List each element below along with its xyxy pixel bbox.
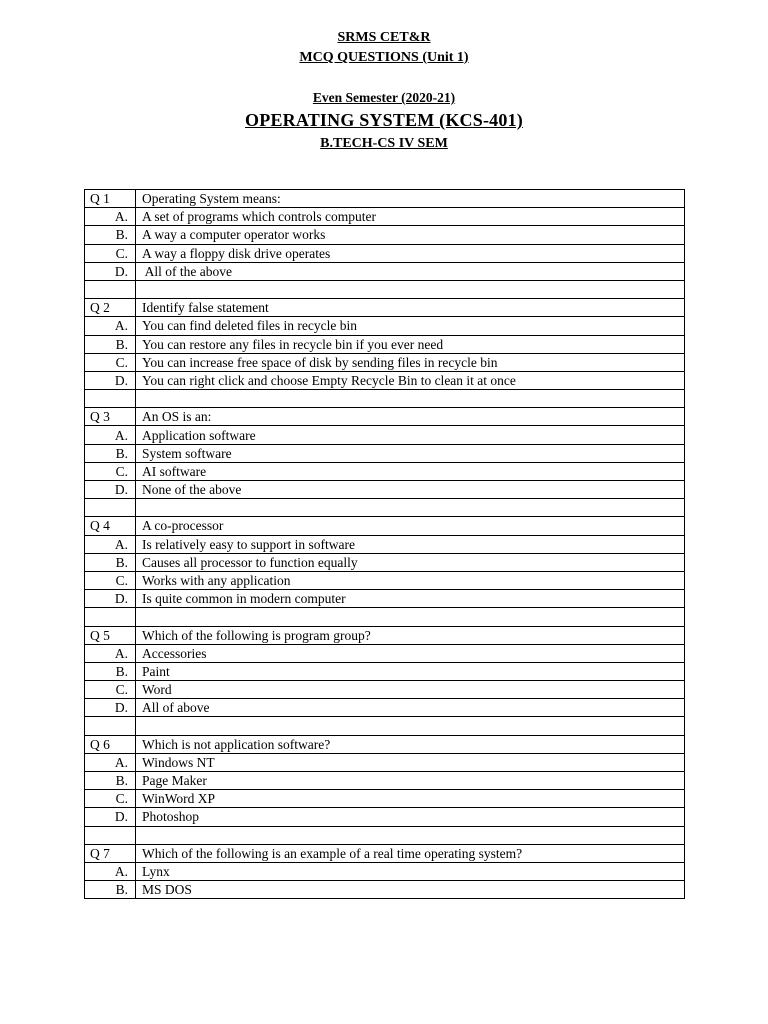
spacer-cell: [85, 717, 136, 735]
question-row: [85, 517, 685, 535]
option-letter: D.: [85, 481, 136, 499]
option-row: [85, 790, 685, 808]
question-row: [85, 844, 685, 862]
option-letter: D.: [85, 262, 136, 280]
option-text: Is relatively easy to support in software: [136, 535, 685, 553]
option-letter: B.: [85, 335, 136, 353]
option-letter: C.: [85, 790, 136, 808]
option-text: All of the above: [136, 262, 685, 280]
spacer-row: [85, 717, 685, 735]
question-number: Q 7: [85, 844, 136, 862]
option-row: [85, 553, 685, 571]
question-text: Operating System means:: [136, 190, 685, 208]
document-subtitle: MCQ QUESTIONS (Unit 1): [299, 50, 469, 65]
option-text: Photoshop: [136, 808, 685, 826]
spacer-cell: [136, 608, 685, 626]
spacer-row: [85, 608, 685, 626]
option-row: [85, 226, 685, 244]
option-text: All of above: [136, 699, 685, 717]
institute-name: SRMS CET&R: [337, 30, 431, 45]
spacer-cell: [136, 826, 685, 844]
option-text: You can find deleted files in recycle bin: [136, 317, 685, 335]
option-row: [85, 681, 685, 699]
spacer-cell: [136, 717, 685, 735]
option-letter: B.: [85, 444, 136, 462]
question-number: Q 2: [85, 299, 136, 317]
option-text: You can increase free space of disk by sending files in recycle bin: [136, 353, 685, 371]
option-text: A way a floppy disk drive operates: [136, 244, 685, 262]
spacer-cell: [136, 499, 685, 517]
option-letter: A.: [85, 535, 136, 553]
spacer-row: [85, 390, 685, 408]
question-row: [85, 626, 685, 644]
option-letter: D.: [85, 699, 136, 717]
option-row: [85, 590, 685, 608]
spacer-row: [85, 280, 685, 298]
spacer-cell: [85, 390, 136, 408]
option-letter: A.: [85, 644, 136, 662]
option-letter: A.: [85, 862, 136, 880]
option-text: System software: [136, 444, 685, 462]
question-number: Q 3: [85, 408, 136, 426]
option-letter: A.: [85, 317, 136, 335]
option-row: [85, 444, 685, 462]
option-row: [85, 535, 685, 553]
option-text: Windows NT: [136, 753, 685, 771]
mcq-table-body: [85, 190, 685, 899]
option-letter: D.: [85, 590, 136, 608]
semester-label: Even Semester (2020-21): [312, 90, 456, 105]
option-text: Works with any application: [136, 571, 685, 589]
option-text: Is quite common in modern computer: [136, 590, 685, 608]
spacer-row: [85, 499, 685, 517]
spacer-cell: [85, 280, 136, 298]
option-text: You can restore any files in recycle bin if you ever need: [136, 335, 685, 353]
option-letter: C.: [85, 571, 136, 589]
option-row: [85, 317, 685, 335]
option-text: None of the above: [136, 481, 685, 499]
question-number: Q 6: [85, 735, 136, 753]
question-row: [85, 299, 685, 317]
option-row: [85, 353, 685, 371]
option-letter: B.: [85, 662, 136, 680]
option-row: [85, 808, 685, 826]
option-text: A set of programs which controls computer: [136, 208, 685, 226]
question-row: [85, 190, 685, 208]
option-text: Word: [136, 681, 685, 699]
spacer-cell: [85, 826, 136, 844]
question-text: Which of the following is an example of a real time operating system?: [136, 844, 685, 862]
option-row: [85, 662, 685, 680]
option-row: [85, 881, 685, 899]
option-text: Accessories: [136, 644, 685, 662]
option-text: AI software: [136, 462, 685, 480]
option-text: MS DOS: [136, 881, 685, 899]
option-text: Lynx: [136, 862, 685, 880]
option-letter: C.: [85, 681, 136, 699]
option-row: [85, 644, 685, 662]
option-letter: D.: [85, 371, 136, 389]
option-letter: A.: [85, 753, 136, 771]
question-text: Which of the following is program group?: [136, 626, 685, 644]
option-text: Application software: [136, 426, 685, 444]
option-row: [85, 571, 685, 589]
option-row: [85, 753, 685, 771]
option-row: [85, 262, 685, 280]
subject-title: OPERATING SYSTEM (KCS-401): [245, 110, 523, 130]
option-row: [85, 699, 685, 717]
option-row: [85, 371, 685, 389]
option-row: [85, 862, 685, 880]
option-letter: C.: [85, 462, 136, 480]
option-letter: C.: [85, 353, 136, 371]
course-label: B.TECH-CS IV SEM: [320, 136, 448, 151]
question-number: Q 4: [85, 517, 136, 535]
option-row: [85, 426, 685, 444]
question-row: [85, 735, 685, 753]
option-row: [85, 772, 685, 790]
spacer-row: [85, 826, 685, 844]
option-text: A way a computer operator works: [136, 226, 685, 244]
question-number: Q 1: [85, 190, 136, 208]
question-text: Which is not application software?: [136, 735, 685, 753]
option-text: WinWord XP: [136, 790, 685, 808]
spacer-cell: [136, 280, 685, 298]
option-letter: A.: [85, 208, 136, 226]
question-text: Identify false statement: [136, 299, 685, 317]
question-row: [85, 408, 685, 426]
spacer-cell: [85, 499, 136, 517]
option-row: [85, 462, 685, 480]
option-letter: B.: [85, 772, 136, 790]
option-letter: D.: [85, 808, 136, 826]
option-row: [85, 244, 685, 262]
option-text: Page Maker: [136, 772, 685, 790]
option-letter: A.: [85, 426, 136, 444]
option-letter: B.: [85, 226, 136, 244]
spacer-cell: [85, 608, 136, 626]
option-row: [85, 481, 685, 499]
option-row: [85, 335, 685, 353]
option-row: [85, 208, 685, 226]
option-letter: B.: [85, 553, 136, 571]
spacer-cell: [136, 390, 685, 408]
question-text: An OS is an:: [136, 408, 685, 426]
question-text: A co-processor: [136, 517, 685, 535]
option-letter: C.: [85, 244, 136, 262]
option-letter: B.: [85, 881, 136, 899]
option-text: You can right click and choose Empty Recycle Bin to clean it at once: [136, 371, 685, 389]
mcq-table: [84, 189, 685, 899]
question-number: Q 5: [85, 626, 136, 644]
option-text: Causes all processor to function equally: [136, 553, 685, 571]
option-text: Paint: [136, 662, 685, 680]
